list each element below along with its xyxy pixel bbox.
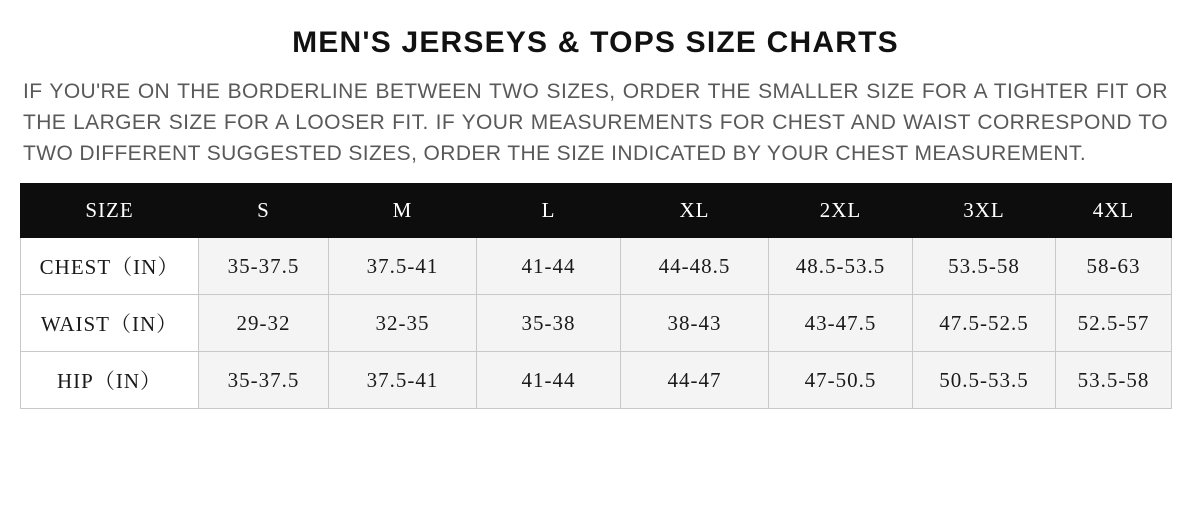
size-chart-table (20, 183, 1172, 409)
cell-waist-4xl: 52.5-57 (1056, 295, 1172, 352)
column-header-size: SIZE (21, 184, 199, 238)
cell-hip-4xl: 53.5-58 (1056, 352, 1172, 409)
intro-paragraph: IF YOU'RE ON THE BORDERLINE BETWEEN TWO SIZES, ORDER THE SMALLER SIZE FOR A TIGHTER FIT OR THE LARGER SIZE FOR A LOOSER FIT. IF YOUR MEASUREMENTS FOR CHEST AND WAIST CORRESPOND TO TWO DIFFERENT SUGGESTED SIZES, ORDER THE SIZE INDICATED BY YOUR CHEST MEASUREMENT. (23, 80, 1168, 166)
cell-waist-3xl: 47.5-52.5 (913, 295, 1056, 352)
cell-hip-2xl: 47-50.5 (769, 352, 913, 409)
cell-waist-xl: 38-43 (621, 295, 769, 352)
row-label-hip: HIP（IN） (21, 352, 199, 409)
table-header-row (21, 184, 1172, 238)
cell-waist-m: 32-35 (329, 295, 477, 352)
column-header-4xl: 4XL (1056, 184, 1172, 238)
column-header-s: S (199, 184, 329, 238)
column-header-m: M (329, 184, 477, 238)
column-header-l: L (477, 184, 621, 238)
cell-chest-m: 37.5-41 (329, 238, 477, 295)
cell-chest-l: 41-44 (477, 238, 621, 295)
column-header-xl: XL (621, 184, 769, 238)
row-label-chest: CHEST（IN） (21, 238, 199, 295)
cell-chest-s: 35-37.5 (199, 238, 329, 295)
cell-hip-3xl: 50.5-53.5 (913, 352, 1056, 409)
cell-hip-l: 41-44 (477, 352, 621, 409)
cell-hip-m: 37.5-41 (329, 352, 477, 409)
table-row (21, 352, 1172, 409)
column-header-2xl: 2XL (769, 184, 913, 238)
row-label-waist: WAIST（IN） (21, 295, 199, 352)
table-row (21, 295, 1172, 352)
cell-chest-2xl: 48.5-53.5 (769, 238, 913, 295)
cell-hip-s: 35-37.5 (199, 352, 329, 409)
cell-waist-l: 35-38 (477, 295, 621, 352)
cell-chest-3xl: 53.5-58 (913, 238, 1056, 295)
column-header-3xl: 3XL (913, 184, 1056, 238)
cell-chest-xl: 44-48.5 (621, 238, 769, 295)
cell-waist-2xl: 43-47.5 (769, 295, 913, 352)
cell-hip-xl: 44-47 (621, 352, 769, 409)
table-row (21, 238, 1172, 295)
table-header (21, 184, 1172, 238)
page-title: MEN'S JERSEYS & TOPS SIZE CHARTS (292, 26, 899, 59)
cell-chest-4xl: 58-63 (1056, 238, 1172, 295)
table-body (21, 238, 1172, 409)
cell-waist-s: 29-32 (199, 295, 329, 352)
